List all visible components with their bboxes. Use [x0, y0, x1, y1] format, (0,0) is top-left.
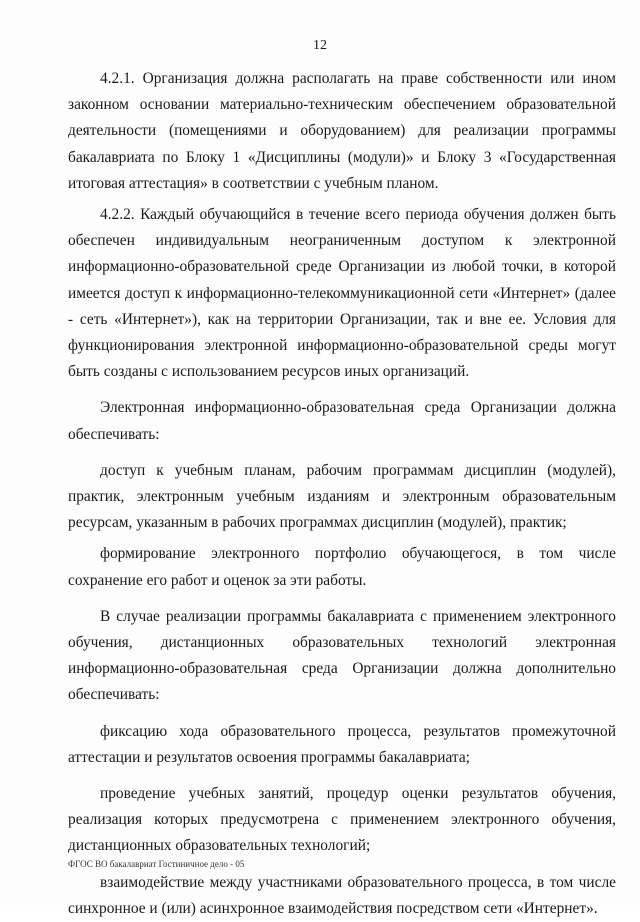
paragraph-4-2-2: 4.2.2. Каждый обучающийся в течение всего периода обучения должен быть обеспечен индивидуальным неограниченным доступом к электронной информационно-образовательной среде Организации из любой точки, в которой имеется доступ к информационно-телекоммуникационной сети «Интернет» (далее - сеть «Интернет»), как на территории Организации, так и вне ее. Условия для функционирования электронной информационно-образовательной среды могут быть созданы с использованием ресурсов иных организаций. — [68, 206, 616, 381]
paragraph-interaction: взаимодействие между участниками образовательного процесса, в том числе синхронное и (или) асинхронное взаимодействия посредством сети «Интернет». — [68, 873, 616, 917]
paragraph-process-recording: фиксацию хода образовательного процесса, результатов промежуточной аттестации и результатов освоения программы бакалавриата; — [68, 722, 616, 766]
page-body — [68, 66, 616, 922]
paragraph-access-to-plans: доступ к учебным планам, рабочим программам дисциплин (модулей), практик, электронным учебным изданиям и электронным образовательным ресурсам, указанным в рабочих программах дисциплин (модулей), практик; — [68, 461, 616, 532]
paragraph-portfolio: формирование электронного портфолио обучающегося, в том числе сохранение его работ и оценок за эти работы. — [68, 545, 616, 589]
paragraph-4-2-1: 4.2.1. Организация должна располагать на праве собственности или ином законном основании материально-техническим обеспечением образовательной деятельности (помещениями и оборудованием) для реализации программы бакалавриата по Блоку 1 «Дисциплины (модули)» и Блоку 3 «Государственная итоговая аттестация» в соответствии с учебным планом. — [68, 70, 616, 192]
page-footer: ФГОС ВО бакалавриат Гостиничное дело - 05 — [68, 859, 245, 869]
paragraph-environment-intro: Электронная информационно-образовательная среда Организации должна обеспечивать: — [68, 399, 616, 443]
paragraph-conducting-classes: проведение учебных занятий, процедур оценки результатов обучения, реализация которых предусмотрена с применением электронного обучения, дистанционных образовательных технологий; — [68, 785, 616, 855]
paragraph-e-learning-case: В случае реализации программы бакалавриата с применением электронного обучения, дистанционных образовательных технологий электронная информационно-образовательная среда Организации должна дополнительно обеспечивать: — [68, 607, 616, 704]
page-number: 12 — [313, 38, 327, 53]
